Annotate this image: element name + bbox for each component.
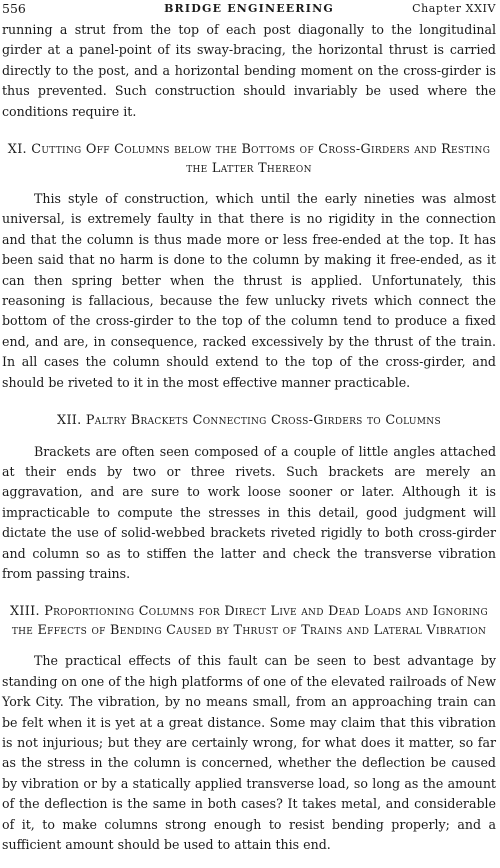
section-paragraph-xiii: The practical effects of this fault can be seen to best advantage by standing on one of the high platforms of one of the elevated railroads of New York City. The vibration, by no means small, from an approaching train can be felt when it is yet at a great distance. Some may claim that this vibration is not injurious; but they are certainly wrong, for what does it matter, so far as the stress in the column is concerned, whether the deflection be caused by vibration or by a statically applied transverse load, so long as the amount of the deflection is the same in both cases? It takes metal, and considerable of it, to make columns strong enough to resist bending properly; and a sufficient amount should be used to attain this end. (2, 653, 496, 853)
section-heading-xiii: XIII. Proportioning Columns for Direct Live and Dead Loads and Ignoring the Effects of Bending Caused by Thrust of Trains and Lateral Vibration (9, 604, 488, 638)
section-heading-xi: XI. Cutting Off Columns below the Bottoms of Cross-Girders and Resting the Latter Thereon (7, 142, 491, 176)
running-header (2, 1, 496, 17)
intro-paragraph: running a strut from the top of each post diagonally to the longitudinal girder at a panel-point of its sway-bracing, the horizontal thrust is carried directly to the post, and a horizontal bending moment on the cross-girder is thus prevented. Such construction should invariably be used where the conditions require it. (2, 22, 496, 119)
chapter-label: Chapter XXIV (412, 2, 496, 15)
body-text (2, 20, 496, 856)
section-paragraph-xii: Brackets are often seen composed of a couple of little angles attached at their ends by two or three rivets. Such brackets are merely an aggravation, and are sure to work loose sooner or later. Although it is impracticable to compute the stresses in this detail, good judgment will dictate the use of solid-webbed brackets riveted rigidly to both cross-girder and column so as to stiffen the latter and check the transverse vibration from passing trains. (2, 443, 496, 582)
book-title: BRIDGE ENGINEERING (164, 2, 334, 15)
page-number: 556 (2, 1, 26, 16)
section-heading-xii: XII. Paltry Brackets Connecting Cross-Girders to Columns (57, 413, 441, 429)
section-paragraph-xi: This style of construction, which until the early nineties was almost universal, is extremely faulty in that there is no rigidity in the connection and that the column is thus made more or less free-ended at the top. It has been said that no harm is done to the column by making it free-ended, as it can then spring better when the thrust is applied. Unfortunately, this reasoning is fallacious, because the few unlucky rivets which connect the bottom of the cross-girder to the top of the column tend to produce a fixed end, and are, in consequence, racked excessively by the thrust of the train. In all cases the column should extend to the top of the cross-girder, and should be riveted to it in the most effective manner practicable. (2, 191, 496, 390)
